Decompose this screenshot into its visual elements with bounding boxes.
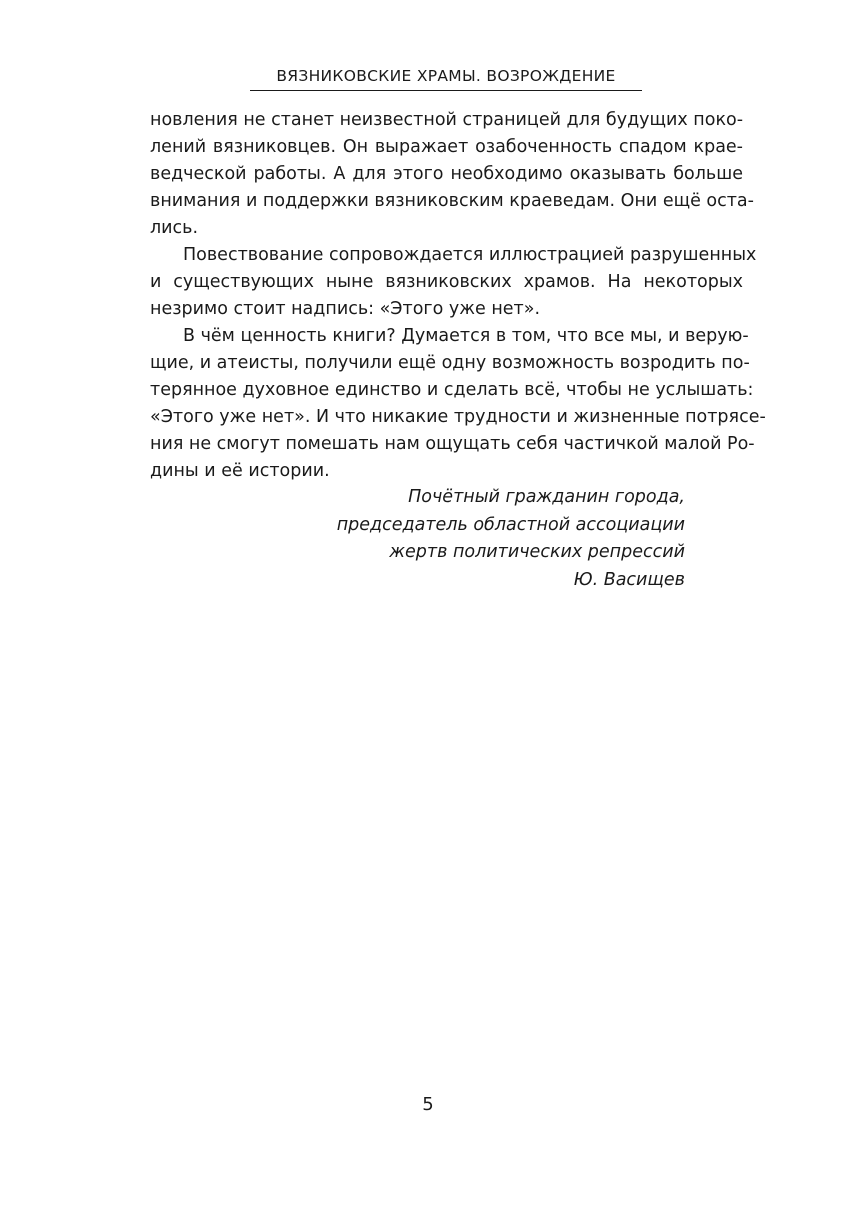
signature-author-name: Ю. Васищев — [573, 569, 685, 590]
header-rule — [250, 90, 642, 91]
text-line: «Этого уже нет». И что никакие трудности и жизненные потрясе- — [150, 407, 766, 427]
text-line: лись. — [150, 218, 199, 238]
signature-title-line: Почётный гражданин города, — [408, 487, 685, 507]
text-line: и существующих ныне вязниковских храмов. На некоторых — [150, 272, 743, 292]
text-line: дины и её истории. — [150, 461, 330, 481]
paragraph-3 — [150, 323, 766, 485]
signature-title-line: председатель областной ассоциации — [336, 514, 685, 535]
text-line: внимания и поддержки вязниковским краеведам. Они ещё оста- — [150, 191, 754, 211]
running-header-title: ВЯЗНИКОВСКИЕ ХРАМЫ. ВОЗРОЖДЕНИЕ — [276, 67, 616, 85]
paragraph-1 — [150, 107, 754, 242]
text-line: незримо стоит надпись: «Этого уже нет». — [150, 299, 541, 319]
signature-block — [337, 484, 685, 594]
page-number: 5 — [422, 1094, 434, 1115]
text-line: щие, и атеисты, получили ещё одну возможность возродить по- — [150, 353, 750, 373]
text-line: терянное духовное единство и сделать всё, чтобы не услышать: — [150, 380, 754, 400]
text-line: В чём ценность книги? Думается в том, что все мы, и верую- — [183, 326, 749, 346]
text-line: ния не смогут помешать нам ощущать себя частичкой малой Ро- — [150, 434, 755, 454]
text-line: лений вязниковцев. Он выражает озабоченность спадом крае- — [150, 137, 743, 157]
text-line: ведческой работы. А для этого необходимо оказывать больше — [150, 164, 743, 184]
signature-title-line: жертв политических репрессий — [389, 542, 685, 562]
text-line: новления не станет неизвестной страницей для будущих поко- — [150, 110, 744, 130]
main-text — [150, 107, 766, 485]
paragraph-2 — [150, 242, 757, 323]
text-line: Повествование сопровождается иллюстрацией разрушенных — [183, 245, 757, 265]
